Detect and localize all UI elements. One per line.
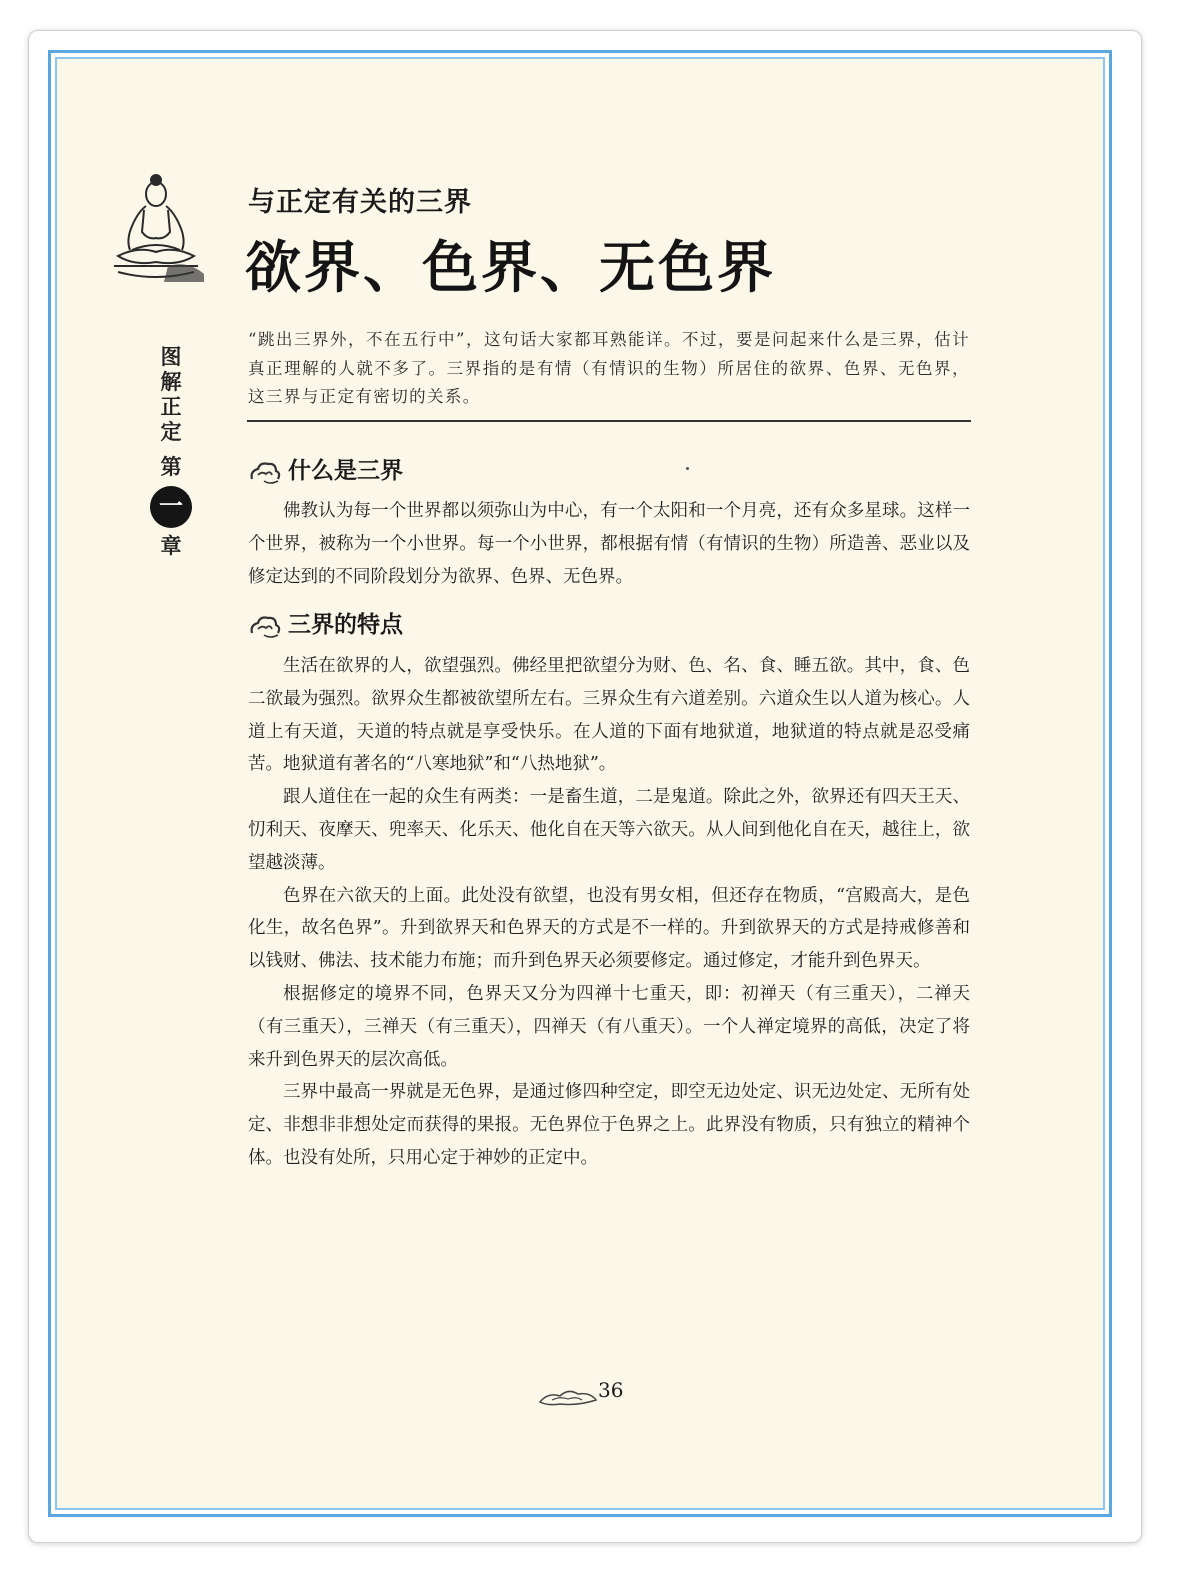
paragraph: 跟人道住在一起的众生有两类：一是畜生道，二是鬼道。除此之外，欲界还有四天王天、忉利天、夜摩天、兜率天、化乐天、他化自在天等六欲天。从人间到他化自在天，越往上，欲望越淡薄。 — [248, 787, 970, 873]
page-title: 欲界、色界、无色界 — [245, 236, 776, 301]
intro-paragraph: “跳出三界外，不在五行中”，这句话大家都耳熟能详。不过，要是问起来什么是三界，估计真正理解的人就不多了。三界指的是有情（有情识的生物）所居住的欲界、色界、无色界，这三界与正定有密切的关系。 — [248, 330, 970, 406]
divider-line — [247, 420, 971, 422]
section-heading — [248, 610, 403, 640]
page-number: 36 — [598, 1378, 624, 1402]
side-char: 章 — [160, 534, 182, 558]
side-char: 定 — [160, 420, 182, 444]
paragraph: 生活在欲界的人，欲望强烈。佛经里把欲望分为财、色、名、食、睡五欲。其中，食、色二欲最为强烈。欲界众生都被欲望所左右。三界众生有六道差别。六道众生以人道为核心。人道上有天道，天道的特点就是享受快乐。在人道的下面有地狱道，地狱道的特点就是忍受痛苦。地狱道有著名的“八寒地狱”和“八热地狱”。 — [248, 656, 970, 775]
paragraph: 佛教认为每一个世界都以须弥山为中心，有一个太阳和一个月亮，还有众多星球。这样一个世界，被称为一个小世界。每一个小世界，都根据有情（有情识的生物）所造善、恶业以及修定达到的不同阶段划分为欲界、色界、无色界。 — [248, 501, 970, 587]
side-char: 正 — [160, 395, 182, 419]
section-body — [248, 650, 970, 1175]
page-footer — [538, 1376, 638, 1412]
page-subtitle: 与正定有关的三界 — [248, 187, 472, 218]
cloud-icon — [248, 459, 282, 485]
side-char: 第 — [160, 455, 182, 479]
cloud-icon — [248, 613, 282, 639]
paragraph: 三界中最高一界就是无色界，是通过修四种空定，即空无边处定、识无边处定、无所有处定、非想非非想处定而获得的果报。无色界位于色界之上。此界没有物质，只有独立的精神个体。也没有处所，只用心定于神妙的正定中。 — [248, 1082, 970, 1168]
paragraph: 根据修定的境界不同，色界天又分为四禅十七重天，即：初禅天（有三重天），二禅天（有三重天），三禅天（有三重天），四禅天（有八重天）。一个人禅定境界的高低，决定了将来升到色界天的层次高低。 — [248, 983, 970, 1070]
paragraph: 色界在六欲天的上面。此处没有欲望，也没有男女相，但还存在物质，“宫殿高大，是色化生，故名色界”。升到欲界天和色界天的方式是不一样的。升到欲界天的方式是持戒修善和以钱财、佛法、技术能力布施；而升到色界天必须要修定。通过修定，才能升到色界天。 — [248, 885, 970, 972]
section-heading-text: 什么是三界 — [288, 457, 403, 484]
section-heading — [248, 456, 403, 486]
section-body — [248, 495, 970, 593]
buddha-illustration — [108, 170, 204, 282]
chapter-number-badge: 一 — [150, 486, 192, 528]
side-char: 图 — [160, 345, 182, 369]
side-char: 解 — [160, 370, 182, 394]
cloud-ornament-icon — [538, 1386, 598, 1408]
section-heading-text: 三界的特点 — [288, 611, 403, 638]
decorative-dot — [686, 467, 689, 470]
chapter-side-label — [150, 345, 192, 559]
